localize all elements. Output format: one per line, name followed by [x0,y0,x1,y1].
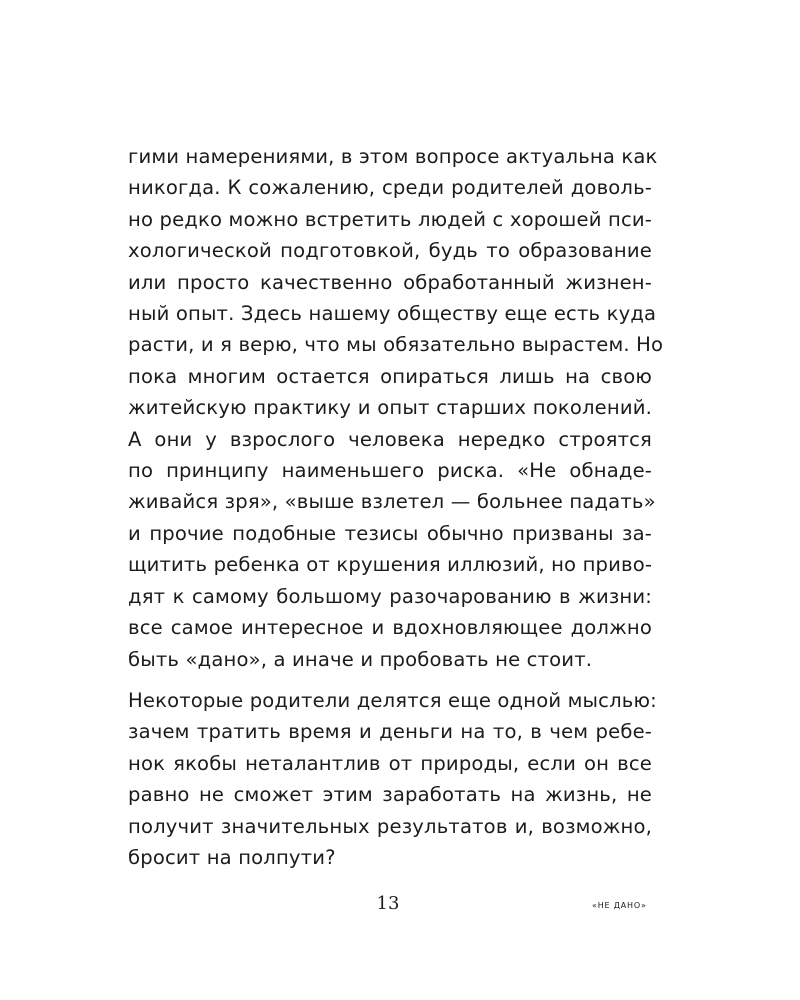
paragraph-2 [128,685,657,873]
text-line: пока многим остается опираться лишь на свою [128,364,652,388]
text-line: зачем тратить время и деньги на то, в чем ребе- [128,720,652,744]
text-line: равно не сможет этим заработать на жизнь, не [128,783,652,807]
text-line: житейскую практику и опыт старших поколений. [128,396,652,420]
text-line: но редко можно встретить людей с хорошей пси- [128,207,652,231]
running-head: «НЕ ДАНО» [592,901,647,910]
text-line: щитить ребенка от крушения иллюзий, но приво- [128,553,653,577]
text-line: быть «дано», а иначе и пробовать не стоит. [128,647,593,671]
paragraph-1 [128,141,664,675]
text-line: гими намерениями, в этом вопросе актуальна как [128,145,658,168]
page-number: 13 [376,893,400,914]
text-line: живайся зря», «выше взлетел — больнее падать» [128,490,656,514]
text-line: хологической подготовкой, будь то образование [128,239,652,263]
text-line: А они у взрослого человека нередко строятся [128,427,652,451]
text-line: дят к самому большому разочарованию в жизни: [128,584,652,608]
text-line: все самое интересное и вдохновляющее должно [128,616,652,640]
text-line: ный опыт. Здесь нашему обществу еще есть куда [128,302,657,326]
text-line: или просто качественно обработанный жизнен- [128,270,652,294]
text-line: никогда. К сожалению, среди родителей доволь- [128,176,652,200]
text-line: и прочие подобные тезисы обычно призваны за- [128,521,652,545]
text-line: расти, и я верю, что мы обязательно вырастем. Но [128,333,664,357]
text-line: по принципу наименьшего риска. «Не обнаде- [128,459,652,483]
text-line: бросит на полпути? [128,845,336,869]
text-line: нок якобы неталантлив от природы, если он все [128,751,652,775]
text-line: получит значительных результатов и, возможно, [128,814,652,838]
body-text [128,141,664,873]
text-line: Некоторые родители делятся еще одной мыслью: [128,688,657,712]
